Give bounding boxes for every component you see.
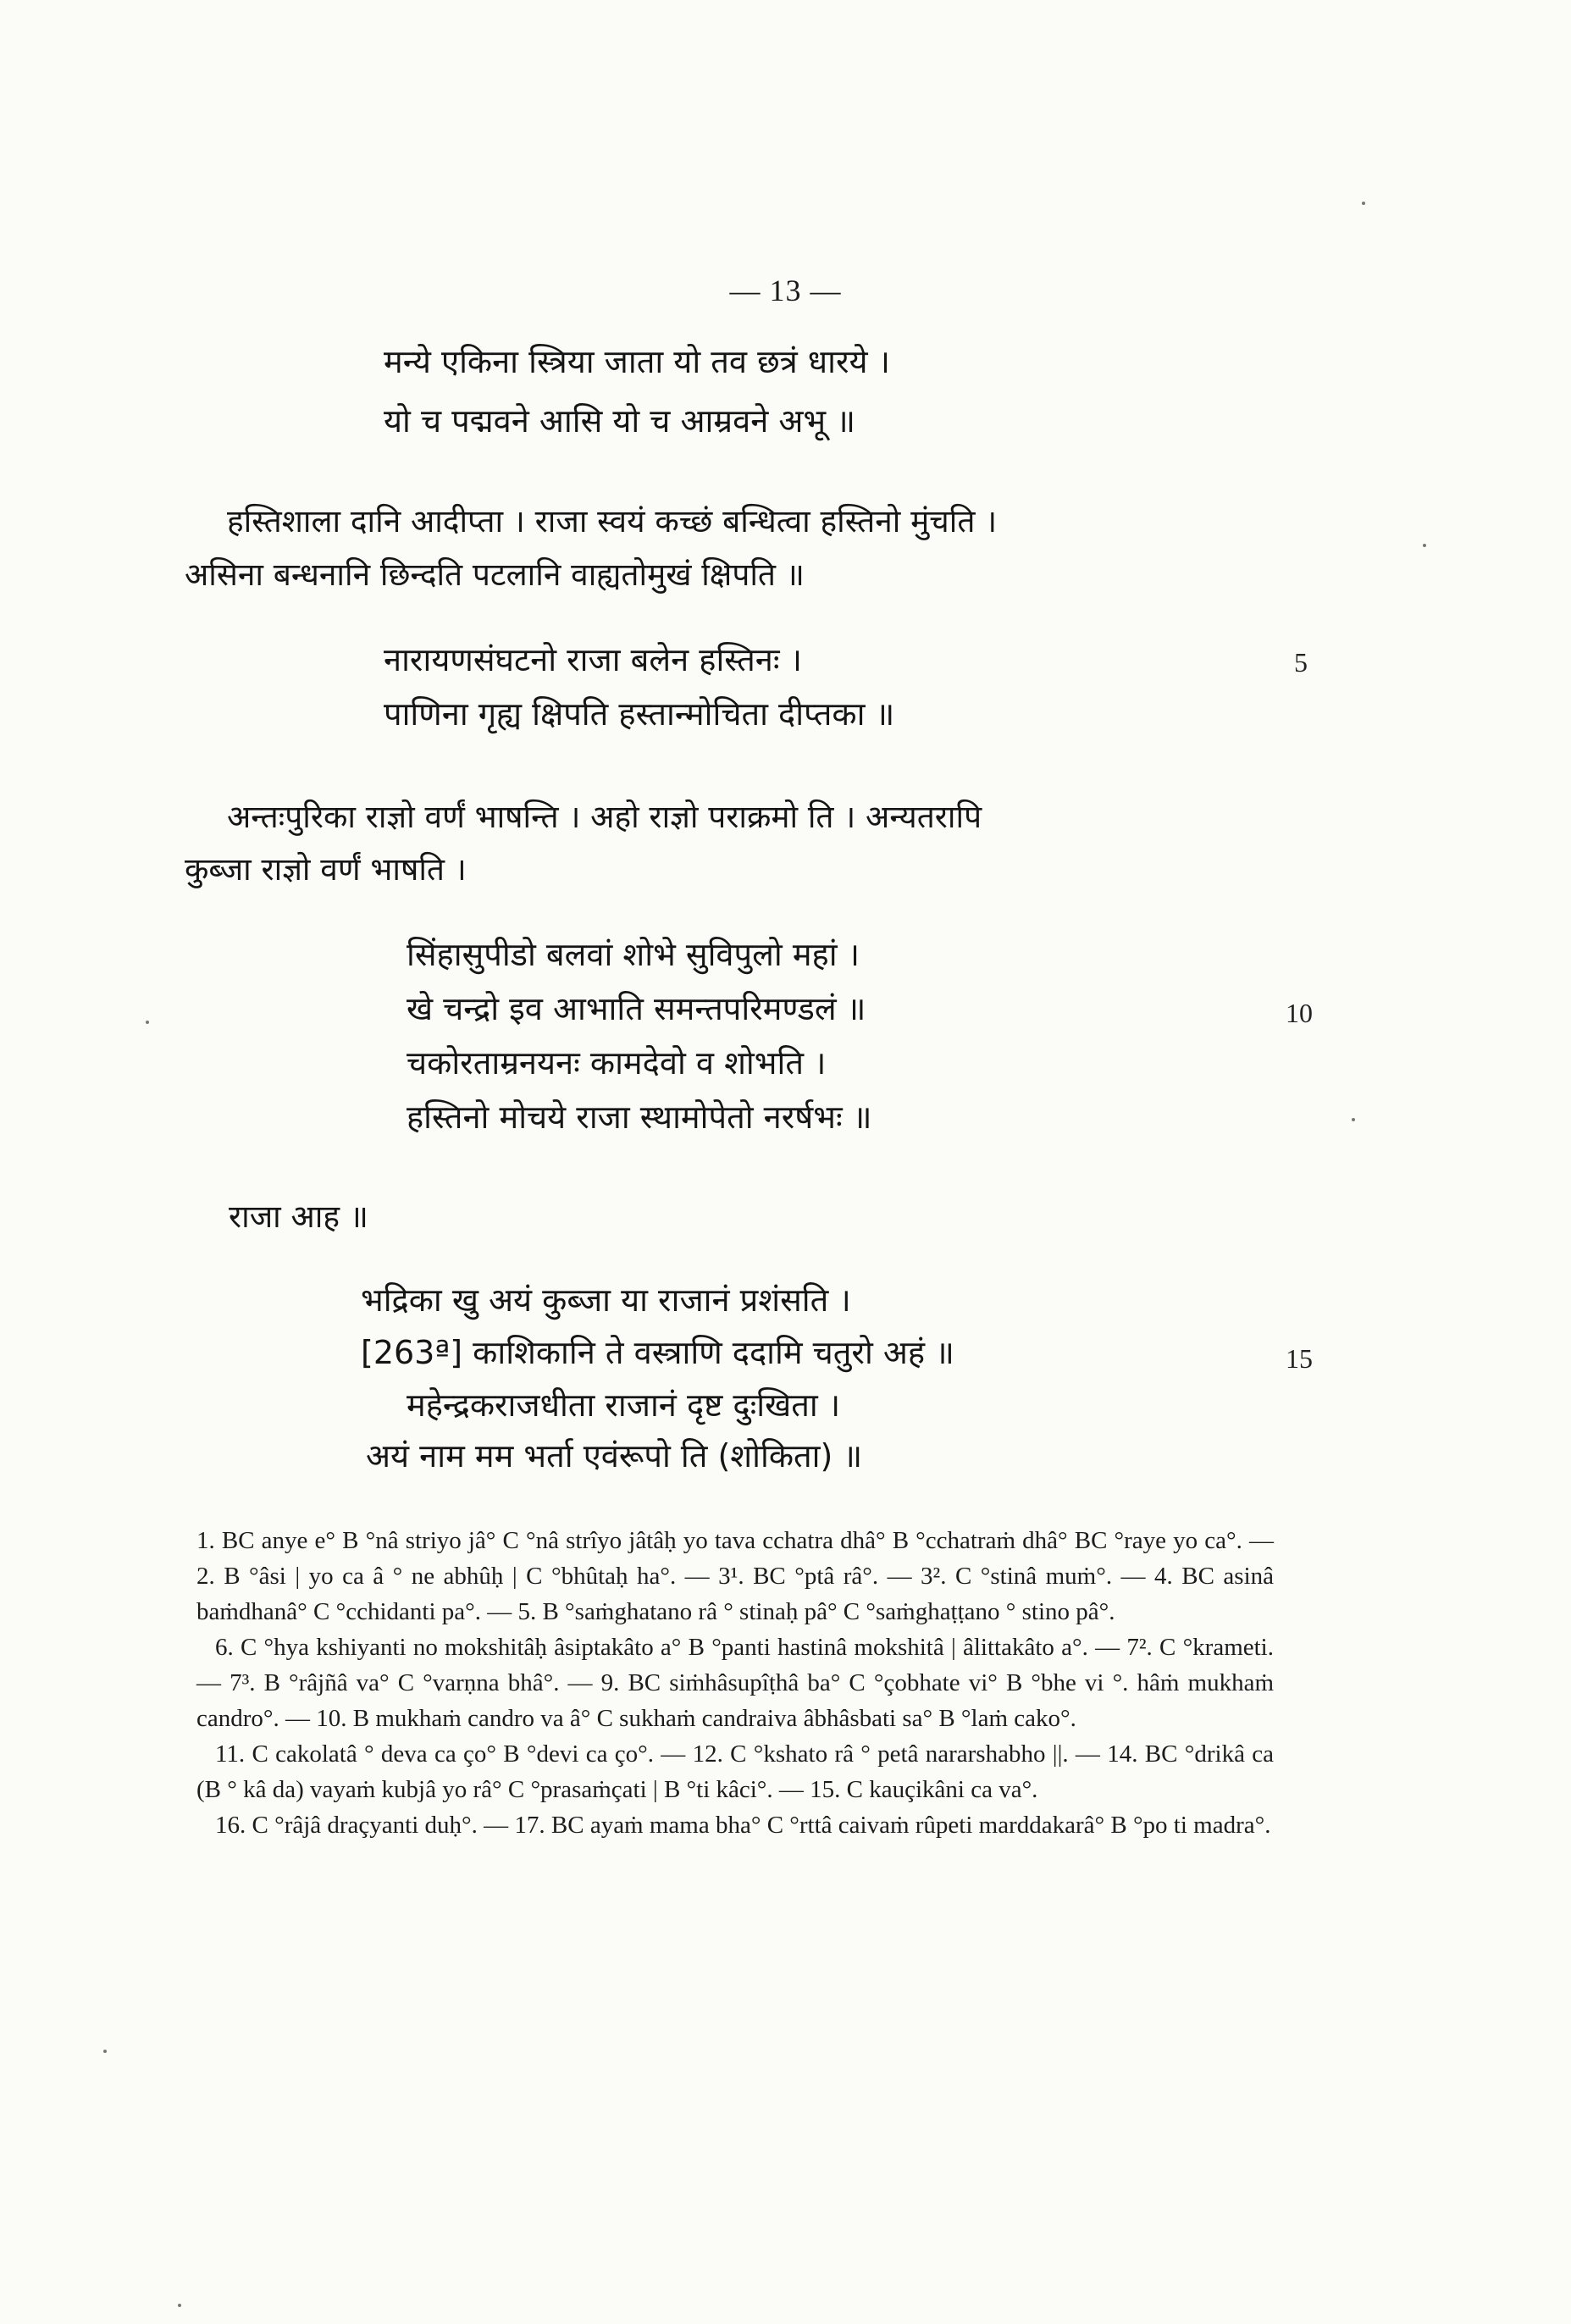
footnotes (196, 1523, 1274, 1843)
line-number: 5 (1294, 647, 1308, 678)
prose-line: अन्तःपुरिका राज्ञो वर्णं भाषन्ति । अहो राज्ञो पराक्रमो ति । अन्यतरापि (227, 799, 982, 835)
scan-speck (1423, 544, 1426, 547)
verse-line: पाणिना गृह्य क्षिपति हस्तान्मोचिता दीप्तका ॥ (384, 695, 895, 733)
scan-speck (1352, 1118, 1355, 1121)
verse-line: सिंहासुपीडो बलवां शोभे सुविपुलो महां । (407, 936, 860, 973)
footnote: 16. C °râjâ draçyanti duḥ°. — 17. BC ayaṁ mama bha° C °rttâ caivaṁ rûpeti marddakarâ° B °po ti madra°. (215, 1812, 1271, 1839)
verse-line: महेन्द्रकराजधीता राजानं दृष्ट दुःखिता । (407, 1386, 841, 1424)
verse-line: मन्ये एकिना स्त्रिया जाता यो तव छत्रं धारये । (384, 343, 891, 380)
verse-line: यो च पद्मवने आसि यो च आम्रवने अभू ॥ (384, 402, 855, 440)
line-number: 10 (1286, 998, 1313, 1028)
verse-line: अयं नाम मम भर्ता एवंरूपो ति (शोकिता) ॥ (366, 1437, 863, 1475)
verse-line: भद्रिका खु अयं कुब्जा या राजानं प्रशंसति । (361, 1281, 851, 1319)
footnote: 6. C °hya kshiyanti no mokshitâḥ âsiptakâto a° B °panti hastinâ mokshitâ | âlittakâto a°. — 7². C °krameti. — 7³. B °râjñâ va° C °varṇna bhâ°. — 9. BC siṁhâsupîṭhâ ba° C °çobhate vi° B °bhe vi °. hâṁ mukhaṁ candro°. — 10. B mukhaṁ candro va â° C sukhaṁ candraiva âbhâsbati sa° B °laṁ cako°. (196, 1634, 1274, 1732)
verse-line: नारायणसंघटनो राजा बलेन हस्तिनः । (384, 641, 802, 678)
verse-line: खे चन्द्रो इव आभाति समन्तपरिमण्डलं ॥ (407, 990, 866, 1027)
verse-line: [263ª] काशिकानि ते वस्त्राणि ददामि चतुरो अहं ॥ (361, 1334, 954, 1371)
prose-line: राजा आह ॥ (229, 1198, 368, 1235)
page-number: — 13 — (729, 274, 842, 307)
prose-line: असिना बन्धनानि छिन्दति पटलानि वाह्यतोमुखं क्षिपति ॥ (185, 556, 805, 593)
footnote: 11. C cakolatâ ° deva ca ço° B °devi ca ço°. — 12. C °kshato râ ° petâ nararshabho ||. — 14. BC °drikâ ca (B ° kâ da) vayaṁ kubjâ yo râ° C °prasaṁçati | B °ti kâci°. — 15. C kauçikâni ca va°. (196, 1740, 1274, 1803)
scan-speck (178, 2304, 181, 2307)
prose-line: कुब्जा राज्ञो वर्णं भाषति । (185, 851, 467, 888)
scan-speck (103, 2050, 107, 2053)
verse-line: हस्तिनो मोचये राजा स्थामोपेतो नरर्षभः ॥ (407, 1098, 872, 1136)
scan-speck (146, 1021, 149, 1024)
footnote: 1. BC anye e° B °nâ striyo jâ° C °nâ strîyo jâtâḥ yo tava cchatra dhâ° B °cchatraṁ dhâ° BC °raye yo ca°. — 2. B °âsi | yo ca â ° ne abhûḥ | C °bhûtaḥ ha°. — 3¹. BC °ptâ râ°. — 3². C °stinâ muṁ°. — 4. BC asinâ baṁdhanâ° C °cchidanti pa°. — 5. B °saṁghatano râ ° stinaḥ pâ° C °saṁghaṭṭano ° stino pâ°. (196, 1527, 1274, 1625)
prose-line: हस्तिशाला दानि आदीप्ता । राजा स्वयं कच्छं बन्धित्वा हस्तिनो मुंचति । (227, 503, 998, 540)
scan-speck (1362, 202, 1365, 205)
line-number: 15 (1286, 1343, 1313, 1374)
verse-line: चकोरताम्रनयनः कामदेवो व शोभति । (407, 1044, 827, 1082)
